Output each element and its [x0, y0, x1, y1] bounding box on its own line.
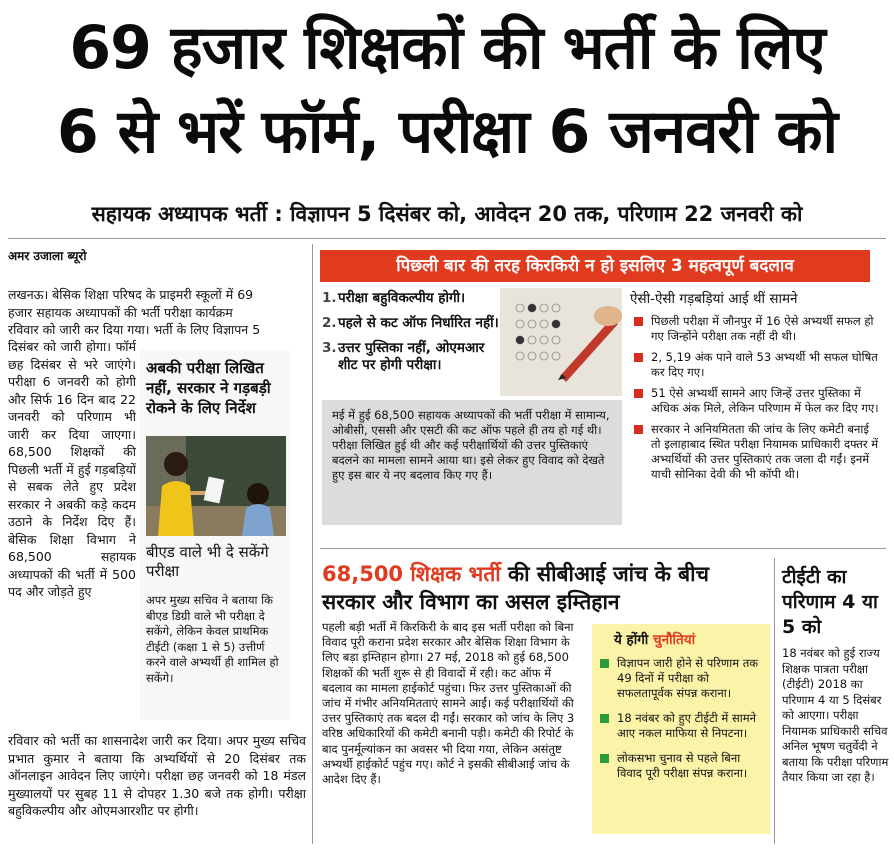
tet-headline: टीईटी का परिणाम 4 या 5 को: [782, 566, 878, 638]
irregularities-list: [630, 290, 882, 488]
list-item: [600, 711, 762, 741]
list-item: [600, 751, 762, 781]
article-line: लखनऊ। बेसिक शिक्षा परिषद के प्राइमरी स्कूलों में 69: [8, 287, 254, 302]
main-headline-line1: 69 हजार शिक्षकों की भर्ती के लिए: [69, 13, 825, 83]
main-headline-line2: 6 से भरें फॉर्म, परीक्षा 6 जनवरी को: [56, 97, 838, 167]
article-line: रविवार को जारी कर दिया गया। भर्ती के लिए विज्ञापन 5: [8, 322, 261, 337]
inner-text: अपर मुख्य सचिव ने बताया कि बीएड डिग्री वाले भी परीक्षा दे सकेंगे, लेकिन केवल प्राथमिक टीईटी (कक्षा 1 से 5) उत्तीर्ण करने वाले अभ्यर्थी ही शामिल हो सकेंगे।: [146, 593, 279, 685]
list-item: [630, 314, 882, 344]
article-line: हजार सहायक अध्यापकों की भर्ती परीक्षा कार्यक्रम: [8, 304, 233, 320]
challenges-title: [600, 630, 762, 648]
square-bullet-icon: [600, 659, 609, 668]
square-bullet-icon: [600, 714, 609, 723]
item-text: 51 ऐसे अभ्यर्थी सामने आए जिन्हें उत्तर पुस्तिका में अधिक अंक मिले, लेकिन परिणाम में फेल कर दिए गए।: [651, 386, 879, 415]
item-text: 2, 5,19 अंक पाने वाले 53 अभ्यर्थी भी सफल घोषित कर दिए गए।: [651, 350, 878, 379]
list-item: [322, 290, 502, 307]
mid-story-text: पहली बड़ी भर्ती में किरकिरी के बाद इस भर्ती परीक्षा को बिना विवाद पूरी कराना प्रदेश सरकार और बेसिक शिक्षा विभाग के लिए बड़ा इम्तिहान होगा। 27 मई, 2018 को हुई 68,500 शिक्षकों की भर्ती शुरू से ही विवादों में रही। कट ऑफ में बदलाव का मामला हाईकोर्ट पहुंचा। फिर उत्तर पुस्तिकाओं की जांच में गंभीर अनियमितताएं सामने आईं। कई परीक्षार्थियों की उत्तर पुस्तिकाएं तक बदल दी गईं। सरकार को जांच के लिए 3 वरिष्ठ अधिकारियों की कमेटी बनानी पड़ी। कमेटी की रिपोर्ट के बाद पुनर्मूल्यांकन का अवसर भी दिया गया, लेकिन असंतुष्ट अभ्यर्थी हाईकोर्ट पहुंच गए। कोर्ट ने इसकी सीबीआई जांच के आदेश दिए हैं।: [322, 620, 575, 787]
inner-headline: अबकी परीक्षा लिखित नहीं, सरकार ने गड़बड़ी रोकने के लिए निर्देश: [146, 359, 271, 417]
subheadline: सहायक अध्यापक भर्ती : विज्ञापन 5 दिसंबर को, आवेदन 20 तक, परिणाम 22 जनवरी को: [91, 202, 803, 226]
item-number: 2.: [322, 315, 337, 331]
item-text: पिछली परीक्षा में जौनपुर में 16 ऐसे अभ्यर्थी सफल हो गए जिन्होंने परीक्षा तक नहीं दी थी।: [651, 314, 874, 343]
list-item: [630, 350, 882, 380]
item-text: पहले से कट ऑफ निर्धारित नहीं।: [338, 315, 499, 331]
headline-highlight: 68,500 शिक्षक भर्ती: [322, 562, 501, 586]
item-number: 1.: [322, 290, 337, 306]
list-item: [322, 315, 502, 332]
item-text: सरकार ने अनियमितता की जांच के लिए कमेटी बनाई तो इलाहाबाद स्थित परीक्षा नियामक प्राधिकारी दफ्तर में अभ्यर्थियों की उत्तर पुस्तिकाएं तक जला दी गईं। इनमें याची सोनिका देवी की भी कॉपी थी।: [651, 422, 879, 481]
item-text: लोकसभा चुनाव से पहले बिना विवाद पूरी परीक्षा संपन्न कराना।: [617, 751, 748, 780]
divider-top: [8, 238, 886, 239]
square-bullet-icon: [634, 317, 643, 326]
title-prefix: ये होंगी: [614, 632, 653, 648]
square-bullet-icon: [634, 389, 643, 398]
tet-text: 18 नवंबर को हुई राज्य शिक्षक पात्रता परीक्षा (टीईटी) 2018 का परिणाम 4 या 5 दिसंबर को आएगा। परीक्षा नियामक प्राधिकारी सचिव अनिल भूषण चतुर्वेदी ने बताया कि परीक्षा परिणाम तैयार किया जा रहा है।: [782, 646, 889, 784]
answer-sheet-photo: [500, 288, 622, 396]
item-number: 3.: [322, 340, 337, 356]
square-bullet-icon: [600, 754, 609, 763]
headline-rest: की सीबीआई जांच के बीच सरकार और विभाग का असल इम्तिहान: [322, 562, 709, 614]
inner-subhead: बीएड वाले भी दे सकेंगे परीक्षा: [146, 543, 269, 580]
challenges-box: [592, 624, 770, 834]
item-text: 18 नवंबर को हुए टीईटी में सामने आए नकल माफिया से निपटना।: [617, 711, 756, 740]
article-lead: [8, 286, 306, 339]
byline: अमर उजाला ब्यूरो: [8, 249, 87, 263]
divider-middle: [320, 548, 886, 549]
title-highlight: चुनौतियां: [653, 632, 696, 648]
square-bullet-icon: [634, 425, 643, 434]
changes-list: [322, 290, 502, 382]
list-item: [630, 386, 882, 416]
divider-tet: [774, 558, 775, 844]
article-body-bottom: रविवार को भर्ती का शासनादेश जारी कर दिया। अपर मुख्य सचिव प्रभात कुमार ने बताया कि अभ्यर्थियों से 20 दिसंबर तक ऑनलाइन आवेदन लिए जाएंगे। परीक्षा छह जनवरी को 18 मंडल मुख्यालयों पर सुबह 11 से दोपहर 1.30 बजे तक होगी। परीक्षा बहुविकल्पीय और ओएमआरशीट पर होगी।: [8, 733, 306, 818]
context-box: मई में हुई 68,500 सहायक अध्यापकों की भर्ती परीक्षा में सामान्य, ओबीसी, एससी और एसटी की कट ऑफ पहले ही तय हो गई थी। परीक्षा लिखित हुई थी और कई परीक्षार्थियों की उत्तर पुस्तिकाएं बदलने का मामला सामने आया था। इसे लेकर हुए विवाद को देखते हुए इस बार ये नए बदलाव किए गए हैं।: [322, 400, 622, 525]
divider-column: [312, 244, 313, 844]
square-bullet-icon: [634, 353, 643, 362]
irregularities-title: ऐसी-ऐसी गड़बड़ियां आई थीं सामने: [630, 291, 798, 307]
classroom-photo: [146, 436, 286, 536]
item-text: उत्तर पुस्तिका नहीं, ओएमआर शीट पर होगी परीक्षा।: [338, 340, 485, 373]
list-item: [630, 422, 882, 482]
item-text: विज्ञापन जारी होने से परिणाम तक 49 दिनों में परीक्षा को सफलतापूर्वक संपन्न कराना।: [617, 656, 759, 700]
mid-story-headline: [322, 560, 764, 616]
changes-banner: पिछली बार की तरह किरकिरी न हो इसलिए 3 महत्वपूर्ण बदलाव: [320, 250, 870, 282]
article-body-narrow: दिसंबर को जारी होगा। फॉर्म छह दिसंबर से भरे जाएंगे। परीक्षा 6 जनवरी को होगी और सिर्फ 16 दिन बाद 22 जनवरी को परिणाम भी जारी कर दिया जाएगा। 68,500 शिक्षकों की पिछली भर्ती में हुई गड़बड़ियों से सबक लेते हुए प्रदेश सरकार ने अबकी कड़े कदम उठाने के निर्देश दिए हैं। बेसिक शिक्षा विभाग ने 68,500 सहायक अध्यापकों की भर्ती में 500 पद और जोड़ते हुए: [8, 339, 136, 599]
list-item: [600, 656, 762, 701]
list-item: [322, 340, 502, 374]
item-text: परीक्षा बहुविकल्पीय होगी।: [338, 290, 466, 306]
